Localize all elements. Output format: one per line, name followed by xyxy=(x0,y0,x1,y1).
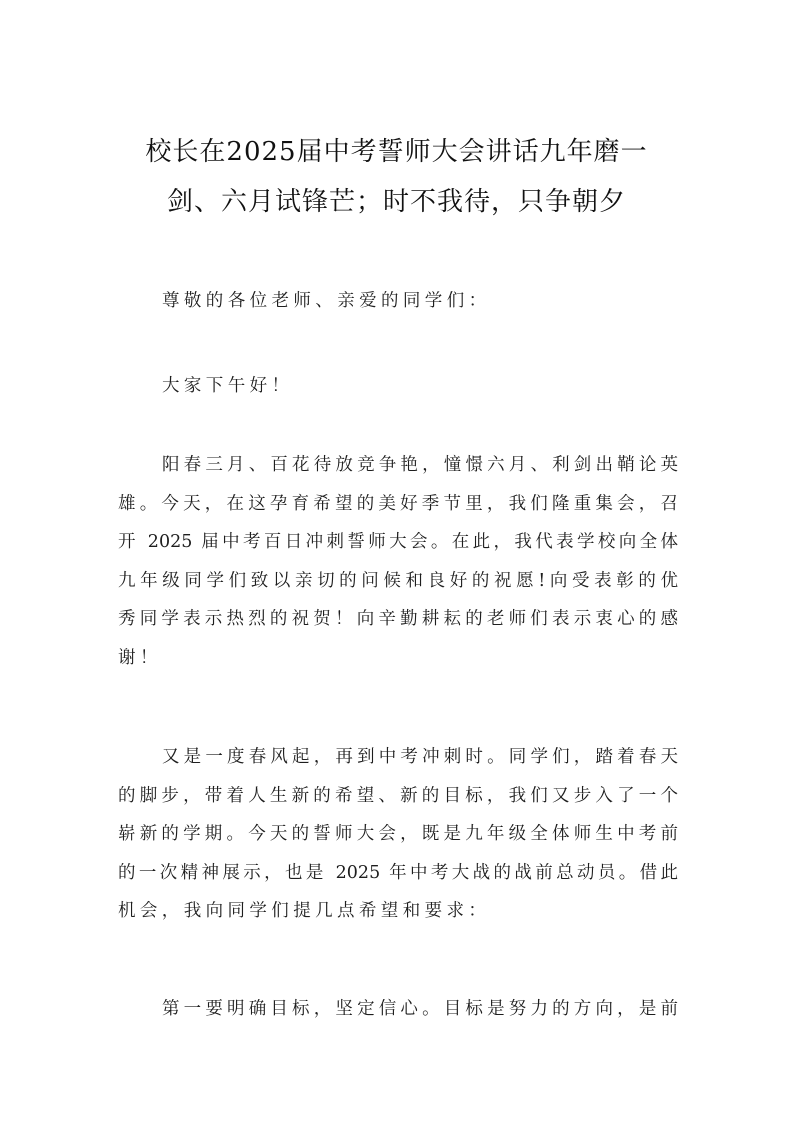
title-line-1: 校长在2025届中考誓师大会讲话九年磨一 xyxy=(145,137,648,167)
paragraph-line: 的脚步，带着人生新的希望、新的目标，我们又步入了一个 xyxy=(118,785,678,806)
paragraph-line: 又是一度春风起，再到中考冲刺时。同学们，踏着春天 xyxy=(162,747,678,767)
document-title xyxy=(100,127,693,227)
greeting-line: 大家下午好！ xyxy=(162,376,294,396)
paragraph-3 xyxy=(118,990,678,1029)
paragraph-line: 阳春三月、百花待放竞争艳，憧憬六月、利剑出鞘论英 xyxy=(162,455,678,475)
paragraph-line: 谢！ xyxy=(118,647,162,668)
salutation xyxy=(118,282,678,321)
paragraph-line: 第一要明确目标，坚定信心。目标是努力的方向，是前 xyxy=(162,999,678,1019)
paragraph-1 xyxy=(118,446,678,678)
salutation-line: 尊敬的各位老师、亲爱的同学们： xyxy=(162,291,491,311)
title-line-2: 剑、六月试锋芒；时不我待，只争朝夕 xyxy=(166,187,626,217)
paragraph-2 xyxy=(118,738,678,931)
paragraph-line: 的一次精神展示，也是 2025 年中考大战的战前总动员。借此 xyxy=(118,862,678,883)
greeting xyxy=(118,367,678,406)
paragraph-line: 雄。今天，在这孕育希望的美好季节里，我们隆重集会，召 xyxy=(118,493,678,514)
paragraph-line: 九年级同学们致以亲切的问候和良好的祝愿!向受表彰的优 xyxy=(118,570,678,591)
paragraph-line: 崭新的学期。今天的誓师大会，既是九年级全体师生中考前 xyxy=(118,824,678,845)
paragraph-line: 秀同学表示热烈的祝贺！向辛勤耕耘的老师们表示衷心的感 xyxy=(118,609,678,630)
paragraph-line: 机会，我向同学们提几点希望和要求： xyxy=(118,901,491,922)
paragraph-line: 开 2025 届中考百日冲刺誓师大会。在此，我代表学校向全体 xyxy=(118,532,678,553)
